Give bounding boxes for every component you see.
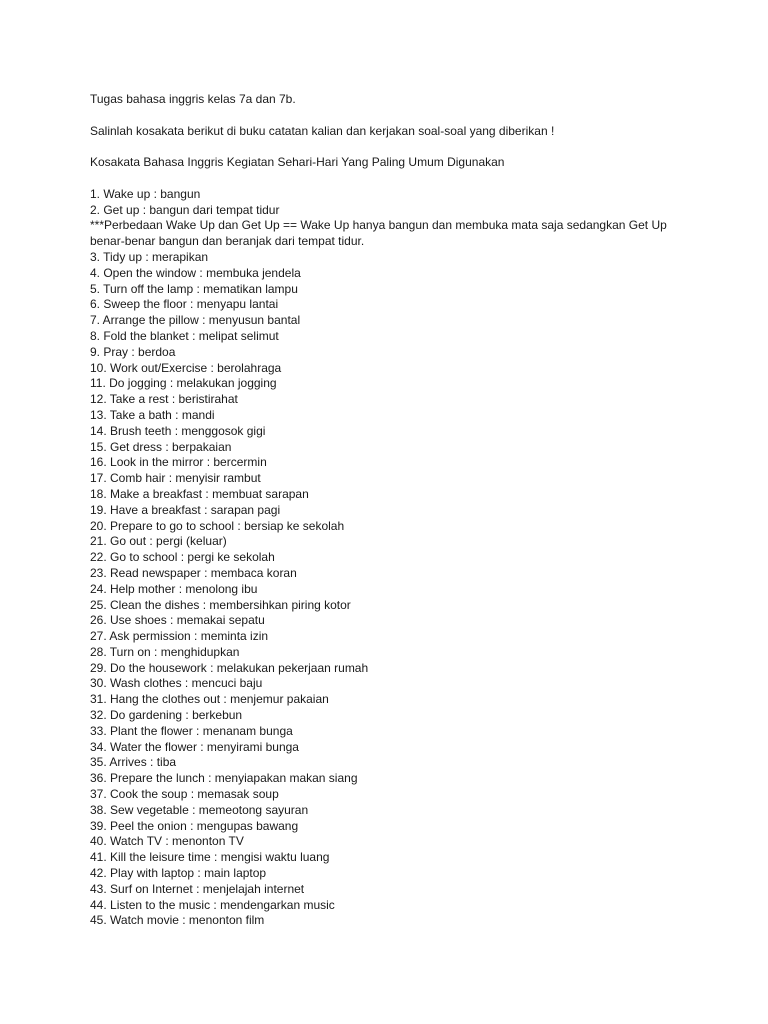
list-item: 41. Kill the leisure time : mengisi waktu luang xyxy=(90,850,330,865)
list-item: 16. Look in the mirror : bercermin xyxy=(90,455,267,470)
difference-note: ***Perbedaan Wake Up dan Get Up == Wake Up hanya bangun dan membuka mata saja sedangkan Get Up benar-benar bangun dan beranjak dari tempat tidur. xyxy=(90,218,667,249)
list-item: 3. Tidy up : merapikan xyxy=(90,249,209,264)
list-item: 11. Do jogging : melakukan jogging xyxy=(90,376,277,391)
list-item: 40. Watch TV : menonton TV xyxy=(90,834,244,849)
list-item: 30. Wash clothes : mencuci baju xyxy=(90,676,263,691)
list-item: 2. Get up : bangun dari tempat tidur xyxy=(90,202,280,217)
vocabulary-heading: Kosakata Bahasa Inggris Kegiatan Sehari-Hari Yang Paling Umum Digunakan xyxy=(90,155,505,170)
list-item: 7. Arrange the pillow : menyusun bantal xyxy=(90,313,301,328)
list-item: 26. Use shoes : memakai sepatu xyxy=(90,613,265,628)
instruction-text: Salinlah kosakata berikut di buku catatan kalian dan kerjakan soal-soal yang diberikan ! xyxy=(90,123,555,138)
list-item: 9. Pray : berdoa xyxy=(90,344,176,359)
list-item: 10. Work out/Exercise : berolahraga xyxy=(90,360,282,375)
list-item: 44. Listen to the music : mendengarkan music xyxy=(90,897,335,912)
document-title: Tugas bahasa inggris kelas 7a dan 7b. xyxy=(90,92,296,106)
list-item: 25. Clean the dishes : membersihkan piring kotor xyxy=(90,597,351,612)
list-item: 45. Watch movie : menonton film xyxy=(90,913,265,928)
list-item: 29. Do the housework : melakukan pekerjaan rumah xyxy=(90,660,369,675)
list-item: 38. Sew vegetable : memeotong sayuran xyxy=(90,802,309,817)
list-item: 4. Open the window : membuka jendela xyxy=(90,265,301,280)
list-item: 23. Read newspaper : membaca koran xyxy=(90,565,297,580)
list-item: 34. Water the flower : menyirami bunga xyxy=(90,739,299,754)
vocabulary-list-continued xyxy=(90,250,690,929)
list-item: 14. Brush teeth : menggosok gigi xyxy=(90,423,266,438)
list-item: 19. Have a breakfast : sarapan pagi xyxy=(90,502,281,517)
list-item: 39. Peel the onion : mengupas bawang xyxy=(90,818,299,833)
list-item: 43. Surf on Internet : menjelajah internet xyxy=(90,881,305,896)
list-item: 37. Cook the soup : memasak soup xyxy=(90,787,279,802)
list-item: 8. Fold the blanket : melipat selimut xyxy=(90,328,279,343)
list-item: 22. Go to school : pergi ke sekolah xyxy=(90,550,275,565)
list-item: 27. Ask permission : meminta izin xyxy=(90,629,269,644)
list-item: 20. Prepare to go to school : bersiap ke sekolah xyxy=(90,518,345,533)
vocabulary-list xyxy=(90,187,690,929)
list-item: 5. Turn off the lamp : mematikan lampu xyxy=(90,281,298,296)
list-item: 31. Hang the clothes out : menjemur pakaian xyxy=(90,692,329,707)
list-item: 13. Take a bath : mandi xyxy=(90,407,215,422)
list-item: 35. Arrives : tiba xyxy=(90,755,177,770)
list-item: 24. Help mother : menolong ibu xyxy=(90,581,258,596)
list-item: 21. Go out : pergi (keluar) xyxy=(90,534,227,549)
list-item: 18. Make a breakfast : membuat sarapan xyxy=(90,486,309,501)
list-item: 1. Wake up : bangun xyxy=(90,186,201,201)
list-item: 42. Play with laptop : main laptop xyxy=(90,866,267,881)
list-item: 28. Turn on : menghidupkan xyxy=(90,644,240,659)
list-item: 36. Prepare the lunch : menyiapakan makan siang xyxy=(90,771,358,786)
list-item: 32. Do gardening : berkebun xyxy=(90,708,243,723)
list-item: 15. Get dress : berpakaian xyxy=(90,439,232,454)
document-page xyxy=(90,92,690,929)
list-item: 12. Take a rest : beristirahat xyxy=(90,392,238,407)
list-item: 6. Sweep the floor : menyapu lantai xyxy=(90,297,279,312)
list-item: 17. Comb hair : menyisir rambut xyxy=(90,471,261,486)
list-item: 33. Plant the flower : menanam bunga xyxy=(90,723,293,738)
